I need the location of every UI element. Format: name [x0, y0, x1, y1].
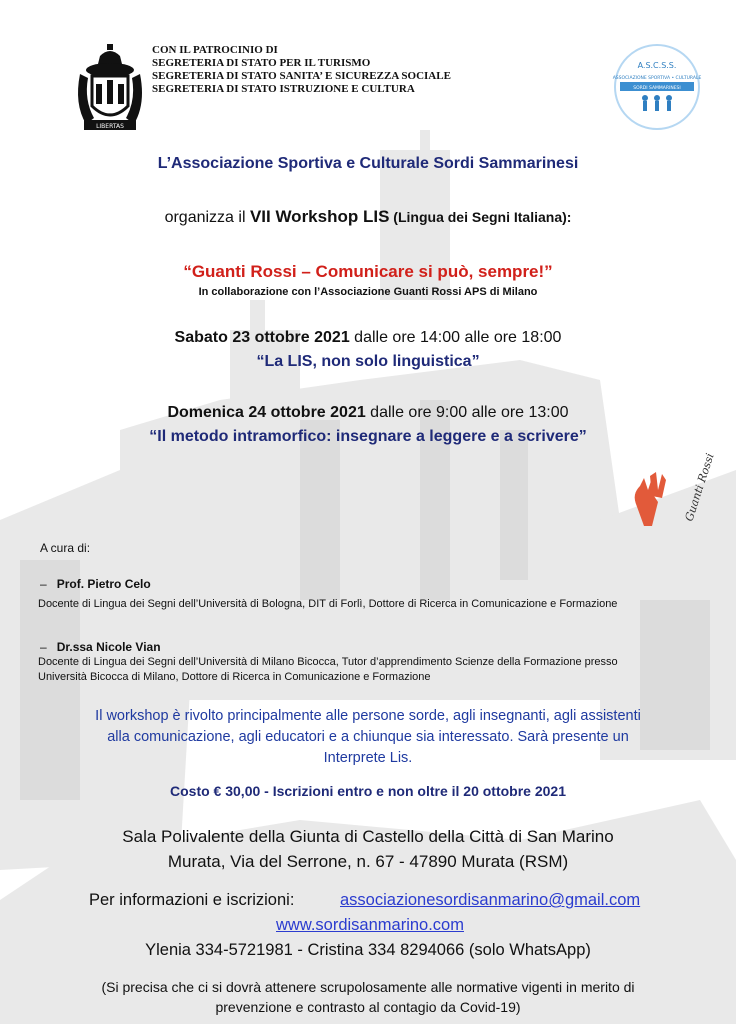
speaker-description: Docente di Lingua dei Segni dell’Università di Bologna, DIT di Forlì, Dottore di Ricerca in Comunicazione e Formazione: [38, 598, 618, 610]
audience-line: alla comunicazione, agli educatori e a chiunque sia interessato. Sarà presente un: [107, 729, 629, 745]
phone-contacts: Ylenia 334-5721981 - Cristina 334 8294066 (solo WhatsApp): [145, 941, 591, 959]
speaker-description: Docente di Lingua dei Segni dell’Università di Milano Bicocca, Tutor d’apprendimento Scienze della Formazione presso: [38, 656, 618, 668]
venue-block: [0, 824, 736, 874]
patronage-line: SEGRETERIA DI STATO ISTRUZIONE E CULTURA: [152, 83, 415, 95]
contact-label: Per informazioni e iscrizioni:: [89, 891, 295, 909]
covid-disclaimer: [0, 977, 736, 1017]
patronage-block: [152, 44, 451, 96]
cost-line: Costo € 30,00 - Iscrizioni entro e non oltre il 20 ottobre 2021: [170, 783, 566, 799]
san-marino-crest-logo: [70, 44, 150, 136]
workshop-suffix: (Lingua dei Segni Italiana):: [389, 209, 572, 225]
collaboration-line: In collaborazione con l’Associazione Guanti Rossi APS di Milano: [198, 286, 538, 298]
crest-motto: LIBERTAS: [96, 123, 124, 130]
a-cura-label: A cura di:: [40, 541, 91, 555]
day1-time: dalle ore 14:00 alle ore 18:00: [349, 329, 562, 346]
patronage-line: CON IL PATROCINIO DI: [152, 44, 278, 56]
workshop-name: VII Workshop LIS: [249, 207, 390, 226]
speaker-dash: –: [40, 640, 47, 654]
day1-date: Sabato 23 ottobre 2021: [174, 329, 350, 346]
speaker-name: Prof. Pietro Celo: [56, 577, 151, 591]
speaker-item: [40, 577, 151, 591]
day1-schedule: [0, 329, 736, 347]
workshop-line: [0, 207, 736, 227]
day1-topic: “La LIS, non solo linguistica”: [256, 353, 480, 370]
email-link[interactable]: associazionesordisanmarino@gmail.com: [340, 891, 641, 909]
speaker-item: [40, 640, 161, 654]
guanti-logo-text: Guanti Rossi: [682, 451, 717, 523]
day2-schedule: [0, 404, 736, 422]
disclaimer-line: prevenzione e contrasto al contagio da Covid-19): [215, 999, 521, 1015]
ascss-acronym: A.S.C.S.S.: [637, 61, 677, 70]
audience-line: Il workshop è rivolto principalmente alle persone sorde, agli insegnanti, agli assistenti: [95, 708, 641, 724]
day2-time: dalle ore 9:00 alle ore 13:00: [365, 404, 569, 421]
speaker-description-cont: Università Bicocca di Milano, Dottore di Ricerca in Comunicazione e Formazione: [38, 671, 431, 683]
event-title: “Guanti Rossi – Comunicare si può, sempre!”: [183, 262, 553, 281]
website-link[interactable]: www.sordisanmarino.com: [276, 916, 464, 934]
ascss-line1: ASSOCIAZIONE SPORTIVA • CULTURALE: [612, 76, 702, 81]
audience-paragraph: [0, 706, 736, 769]
organizza-prefix: organizza il: [164, 209, 250, 226]
patronage-line: SEGRETERIA DI STATO PER IL TURISMO: [152, 57, 371, 69]
audience-line: Interprete Lis.: [323, 750, 413, 766]
guanti-rossi-logo: [622, 451, 717, 532]
disclaimer-line: (Si precisa che ci si dovrà attenere scrupolosamente alle normative vigenti in merito di: [101, 979, 635, 995]
venue-line: Sala Polivalente della Giunta di Castello della Città di San Marino: [122, 827, 614, 846]
day2-date: Domenica 24 ottobre 2021: [167, 404, 366, 421]
ascss-line2: SORDI SAMMARINESI: [633, 86, 681, 91]
speaker-name: Dr.ssa Nicole Vian: [56, 640, 161, 654]
patronage-line: SEGRETERIA DI STATO SANITA’ E SICUREZZA SOCIALE: [152, 70, 451, 82]
speaker-dash: –: [40, 577, 47, 591]
association-title: L’Associazione Sportiva e Culturale Sordi Sammarinesi: [157, 155, 579, 172]
venue-line: Murata, Via del Serrone, n. 67 - 47890 Murata (RSM): [167, 852, 569, 871]
ascss-logo: [612, 42, 702, 132]
day2-topic: “Il metodo intramorfico: insegnare a leggere e a scrivere”: [149, 428, 587, 445]
